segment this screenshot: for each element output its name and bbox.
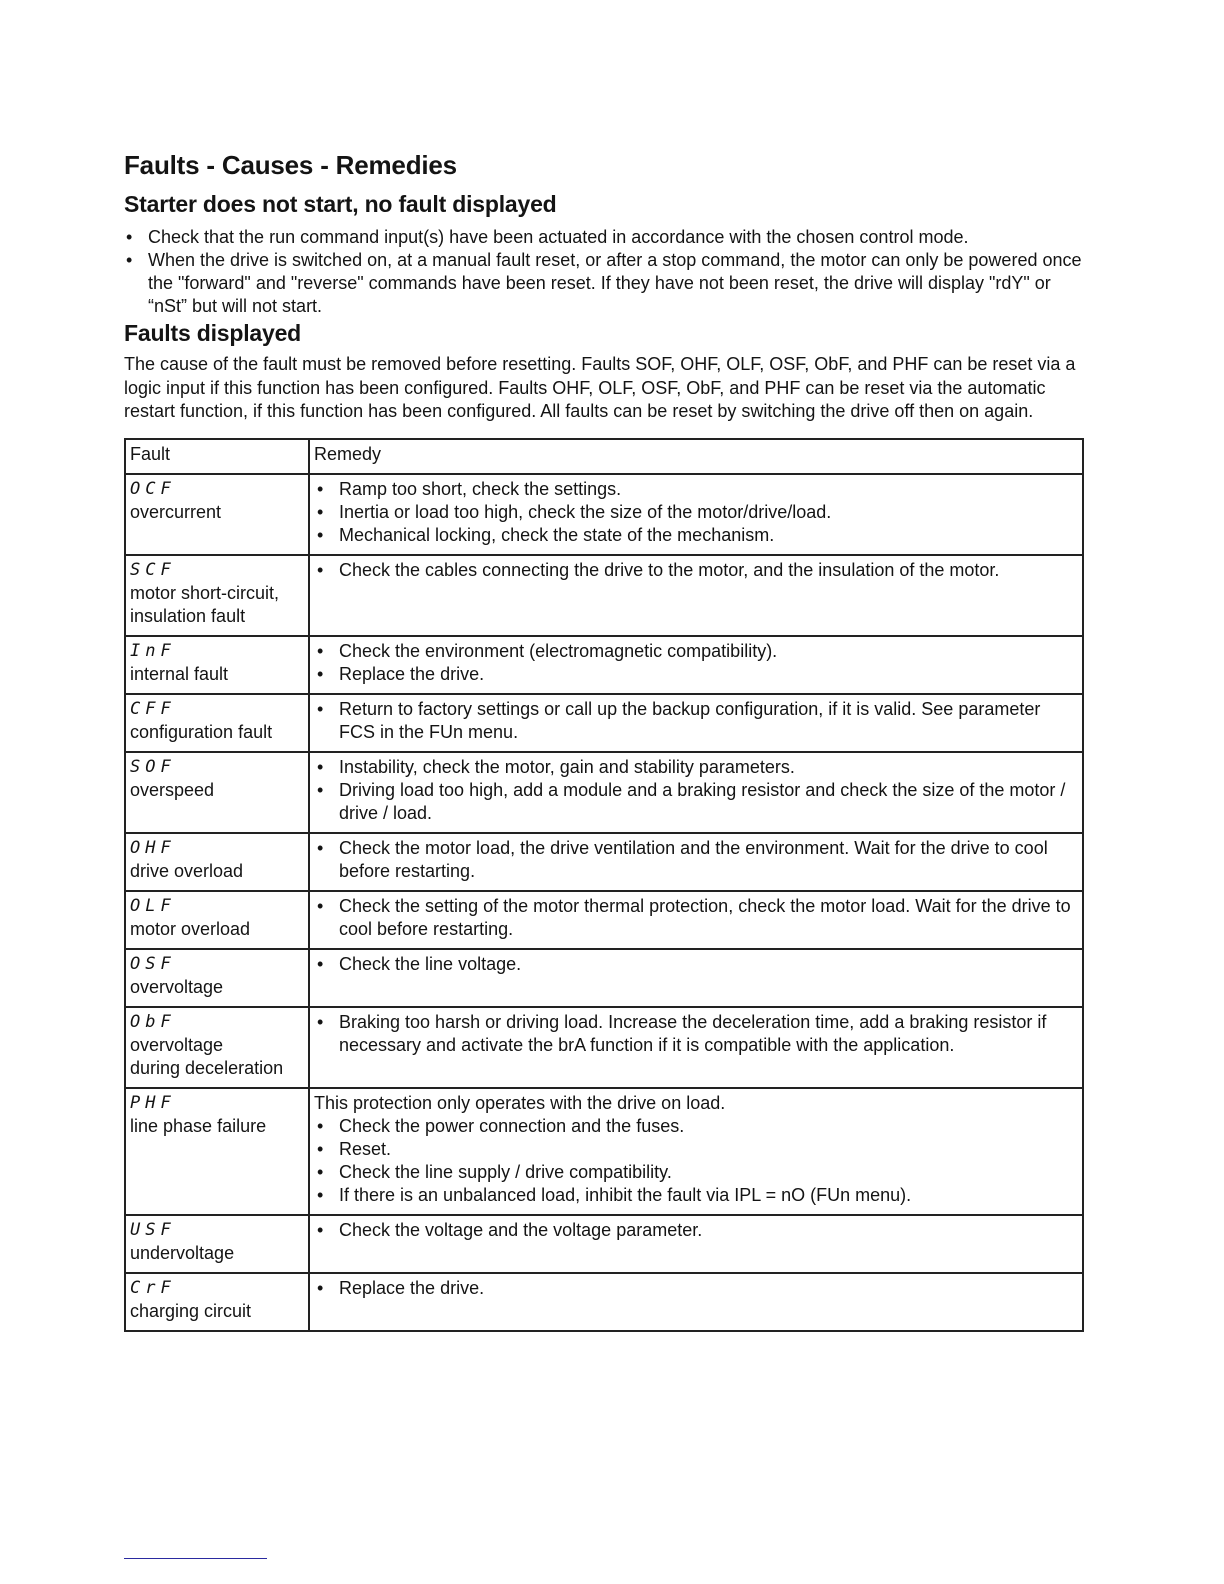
fault-description: overcurrent (130, 501, 222, 522)
fault-description: charging circuit (130, 1300, 252, 1321)
page-title: Faults - Causes - Remedies (124, 150, 457, 180)
fault-description: overvoltage (130, 976, 224, 997)
remedy-list (314, 1277, 1078, 1300)
table-row (125, 1215, 1083, 1273)
remedy-item: • Mechanical locking, check the state of the mechanism. (314, 524, 1078, 547)
document-page (124, 150, 1082, 1332)
no-fault-checklist (124, 226, 1082, 318)
remedy-item: • If there is an unbalanced load, inhibit the fault via IPL = nO (FUn menu). (314, 1184, 1078, 1207)
remedy-cell (309, 1273, 1083, 1331)
fault-cell (125, 694, 309, 752)
checklist-item: • Check that the run command input(s) have been actuated in accordance with the chosen control mode. (124, 226, 1082, 249)
table-row (125, 1007, 1083, 1088)
table-header-row (125, 439, 1083, 474)
fault-code: OHF (130, 837, 176, 858)
remedy-item: • Return to factory settings or call up the backup configuration, if it is valid. See parameter FCS in the FUn menu. (314, 698, 1078, 744)
faults-intro-paragraph: The cause of the fault must be removed before resetting. Faults SOF, OHF, OLF, OSF, ObF, and PHF can be reset via a logic input if this function has been configured. Faults OHF, OLF, OSF, ObF, and PHF can be reset via the automatic restart function, if this function has been configured. All faults can be reset by switching the drive off then on again. (124, 354, 1076, 421)
fault-cell (125, 833, 309, 891)
fault-cell (125, 1007, 309, 1088)
remedy-list (314, 756, 1078, 825)
fault-code: OSF (130, 953, 176, 974)
remedy-cell (309, 1215, 1083, 1273)
fault-cell (125, 636, 309, 694)
remedy-list (314, 953, 1078, 976)
remedy-cell (309, 474, 1083, 555)
remedy-item: • Check the setting of the motor thermal protection, check the motor load. Wait for the drive to cool before restarting. (314, 895, 1078, 941)
remedy-item: • Check the power connection and the fuses. (314, 1115, 1078, 1138)
fault-description: undervoltage (130, 1242, 235, 1263)
fault-description: internal fault (130, 663, 229, 684)
remedy-list (314, 698, 1078, 744)
fault-cell (125, 1088, 309, 1215)
fault-code: OCF (130, 478, 176, 499)
fault-description: drive overload (130, 860, 244, 881)
remedy-list (314, 837, 1078, 883)
fault-cell (125, 752, 309, 833)
fault-cell (125, 891, 309, 949)
fault-code: OLF (130, 895, 176, 916)
fault-cell (125, 1273, 309, 1331)
fault-code: CFF (130, 698, 176, 719)
fault-code: CrF (130, 1277, 176, 1298)
fault-description: configuration fault (130, 721, 273, 742)
remedy-item: • Check the motor load, the drive ventilation and the environment. Wait for the drive to cool before restarting. (314, 837, 1078, 883)
fault-description: overspeed (130, 779, 215, 800)
fault-remedy-table (124, 438, 1084, 1332)
section-heading-faults-displayed: Faults displayed (124, 320, 302, 346)
remedy-item: • Replace the drive. (314, 663, 1078, 686)
remedy-item: • Check the cables connecting the drive to the motor, and the insulation of the motor. (314, 559, 1078, 582)
table-row (125, 636, 1083, 694)
table-row (125, 949, 1083, 1007)
fault-description: motor short-circuit, (130, 582, 280, 603)
remedy-cell (309, 891, 1083, 949)
remedy-cell (309, 1088, 1083, 1215)
remedy-list (314, 1115, 1078, 1207)
fault-cell (125, 474, 309, 555)
remedy-list (314, 1219, 1078, 1242)
remedy-note: This protection only operates with the drive on load. (314, 1092, 726, 1113)
fault-code: InF (130, 640, 176, 661)
remedy-item: • Reset. (314, 1138, 1078, 1161)
table-row (125, 474, 1083, 555)
remedy-cell (309, 694, 1083, 752)
table-row (125, 555, 1083, 636)
column-header-remedy: Remedy (309, 439, 1083, 474)
fault-code: ObF (130, 1011, 176, 1032)
table-row (125, 694, 1083, 752)
remedy-item: • Instability, check the motor, gain and stability parameters. (314, 756, 1078, 779)
fault-description: during deceleration (130, 1057, 284, 1078)
remedy-cell (309, 555, 1083, 636)
remedy-cell (309, 949, 1083, 1007)
remedy-item: • Check the line supply / drive compatibility. (314, 1161, 1078, 1184)
remedy-item: • Check the voltage and the voltage parameter. (314, 1219, 1078, 1242)
footnote-separator (124, 1558, 267, 1559)
fault-description: insulation fault (130, 605, 246, 626)
remedy-list (314, 1011, 1078, 1057)
fault-code: SOF (130, 756, 176, 777)
table-row (125, 891, 1083, 949)
remedy-item: • Braking too harsh or driving load. Increase the deceleration time, add a braking resistor if necessary and activate the brA function if it is compatible with the application. (314, 1011, 1078, 1057)
remedy-list (314, 478, 1078, 547)
fault-code: PHF (130, 1092, 176, 1113)
fault-code: USF (130, 1219, 176, 1240)
fault-cell (125, 949, 309, 1007)
remedy-item: • Check the environment (electromagnetic compatibility). (314, 640, 1078, 663)
table-row (125, 752, 1083, 833)
fault-description: line phase failure (130, 1115, 267, 1136)
fault-cell (125, 555, 309, 636)
remedy-list (314, 559, 1078, 582)
remedy-cell (309, 752, 1083, 833)
checklist-item: • When the drive is switched on, at a manual fault reset, or after a stop command, the motor can only be powered once the "forward" and "reverse" commands have been reset. If they have not been reset, the drive will display "rdY" or “nSt” but will not start. (124, 249, 1082, 318)
remedy-list (314, 640, 1078, 686)
table-row (125, 1088, 1083, 1215)
fault-code: SCF (130, 559, 176, 580)
fault-rows (125, 474, 1083, 1331)
remedy-item: • Check the line voltage. (314, 953, 1078, 976)
remedy-cell (309, 833, 1083, 891)
remedy-cell (309, 636, 1083, 694)
fault-cell (125, 1215, 309, 1273)
remedy-cell (309, 1007, 1083, 1088)
column-header-fault: Fault (125, 439, 309, 474)
fault-description: overvoltage (130, 1034, 224, 1055)
remedy-item: • Ramp too short, check the settings. (314, 478, 1078, 501)
remedy-item: • Replace the drive. (314, 1277, 1078, 1300)
section-heading-no-fault: Starter does not start, no fault displayed (124, 191, 557, 217)
fault-description: motor overload (130, 918, 251, 939)
remedy-item: • Inertia or load too high, check the size of the motor/drive/load. (314, 501, 1078, 524)
table-row (125, 1273, 1083, 1331)
remedy-item: • Driving load too high, add a module and a braking resistor and check the size of the motor / drive / load. (314, 779, 1078, 825)
remedy-list (314, 895, 1078, 941)
table-row (125, 833, 1083, 891)
